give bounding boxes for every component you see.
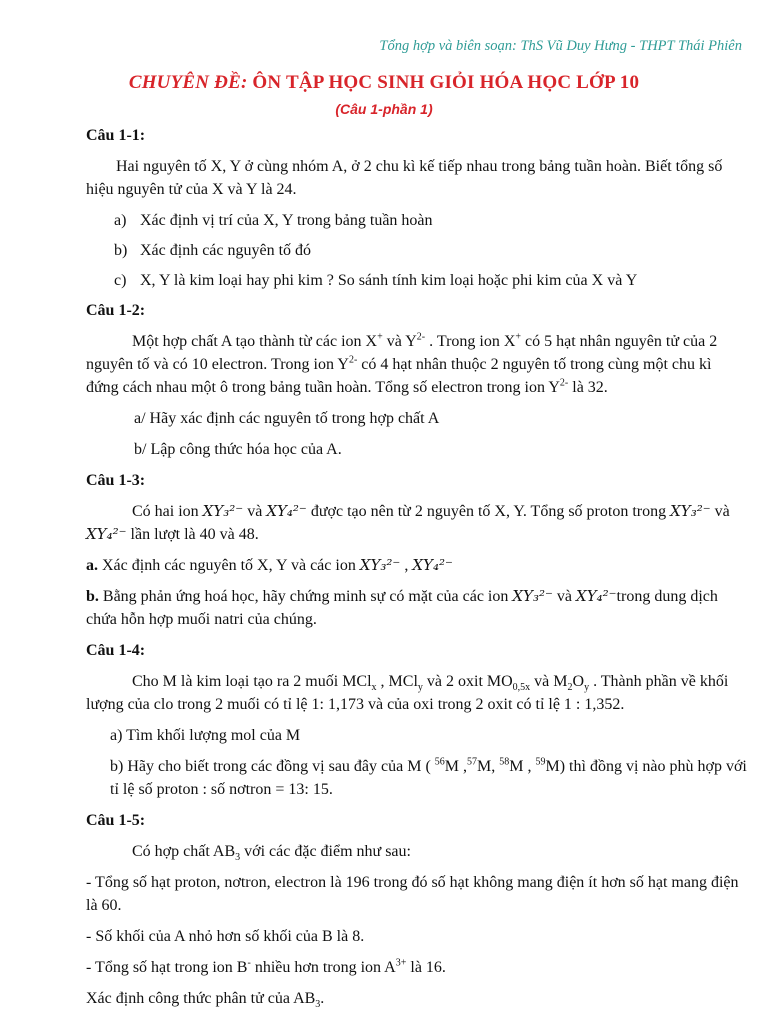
document-body xyxy=(86,124,748,1018)
question-2-part-a: a/ Hãy xác định các nguyên tố trong hợp chất A xyxy=(134,410,440,427)
title-text: ÔN TẬP HỌC SINH GIỎI HÓA HỌC LỚP 10 xyxy=(247,72,640,93)
page-subtitle: (Câu 1-phần 1) xyxy=(335,101,433,117)
question-1-item-b: b) Xác định các nguyên tố đó xyxy=(114,242,312,259)
question-2-part-b: b/ Lập công thức hóa học của A. xyxy=(134,441,342,458)
question-3-part-a: a. Xác định các nguyên tố X, Y và các ion XY₃²⁻ , XY₄²⁻ xyxy=(86,556,453,574)
question-5-task: Xác định công thức phân tử của $AB_3$. xyxy=(86,990,325,1011)
question-1-item-a: a) Xác định vị trí của X, Y trong bảng tuần hoàn xyxy=(114,212,433,229)
title-lead: CHUYÊN ĐỀ: xyxy=(128,72,248,93)
question-4-part-b: b) Hãy cho biết trong các đồng vị sau đây của M ( $^{56}$M ,$^{57}$M, $^{58}$M , $^{59}$M) thì đồng vị nào phù hợp với tỉ lệ số proton : số nơtron = 13: 15. xyxy=(110,756,747,798)
question-1-item-c: c) X, Y là kim loại hay phi kim ? So sánh tính kim loại hoặc phi kim của X và Y xyxy=(114,272,638,289)
question-3-stem: Có hai ion XY₃²⁻ và XY₄²⁻ được tạo nên từ 2 nguyên tố X, Y. Tổng số proton trong XY₃²⁻ và XY₄²⁻ lần lượt là 40 và 48. xyxy=(86,502,730,543)
author-credit: Tổng hợp và biên soạn: ThS Vũ Duy Hưng - THPT Thái Phiên xyxy=(379,38,742,54)
question-5-condition-3: - Tổng số hạt trong ion B- nhiều hơn trong ion $A^{3+}$ là 16. xyxy=(86,957,446,976)
page-title xyxy=(0,72,768,94)
question-4-heading: Câu 1-4: xyxy=(86,642,146,659)
question-2-stem: Một hợp chất A tạo thành từ các ion X+ và $Y^{2-}$ . Trong ion X+ có 5 hạt nhân nguyên tử của 2 nguyên tố và có 10 electron. Trong ion $Y^{2-}$ có 4 hạt nhân thuộc 2 nguyên tố trong cùng một chu kì đứng cách nhau một ô trong bảng tuần hoàn. Tổng số electron trong ion $Y^{2-}$ là 32. xyxy=(86,331,718,396)
question-1-stem: Hai nguyên tố X, Y ở cùng nhóm A, ở 2 chu kì kế tiếp nhau trong bảng tuần hoàn. Biết tổng số hiệu nguyên tử của X và Y là 24. xyxy=(86,158,723,198)
question-4-stem: Cho M là kim loại tạo ra 2 muối MCl$_x$ , MCl$_y$ và 2 oxit $MO_{0,5x}$ và $M_2O_y$ . Thành phần về khối lượng của clo trong 2 muối có tỉ lệ 1: 1,173 và của oxi trong 2 oxit có tỉ lệ 1 : 1,352. xyxy=(86,673,729,713)
question-5-condition-1: - Tổng số hạt proton, nơtron, electron là 196 trong đó số hạt không mang điện ít hơn số hạt mang điện là 60. xyxy=(86,874,739,914)
question-5-heading: Câu 1-5: xyxy=(86,812,146,829)
question-3-part-b: b. Bằng phản ứng hoá học, hãy chứng minh sự có mặt của các ion XY₃²⁻ và XY₄²⁻trong dung dịch chứa hỗn hợp muối natri của chúng. xyxy=(86,587,718,628)
question-4-part-a: a) Tìm khối lượng mol của M xyxy=(110,727,301,744)
question-5-condition-2: - Số khối của A nhỏ hơn số khối của B là 8. xyxy=(86,928,365,945)
question-5-stem: Có hợp chất $AB_3$ với các đặc điểm như sau: xyxy=(132,843,411,864)
question-3-heading: Câu 1-3: xyxy=(86,472,146,489)
question-2-heading: Câu 1-2: xyxy=(86,302,146,319)
question-1-heading: Câu 1-1: xyxy=(86,127,146,144)
